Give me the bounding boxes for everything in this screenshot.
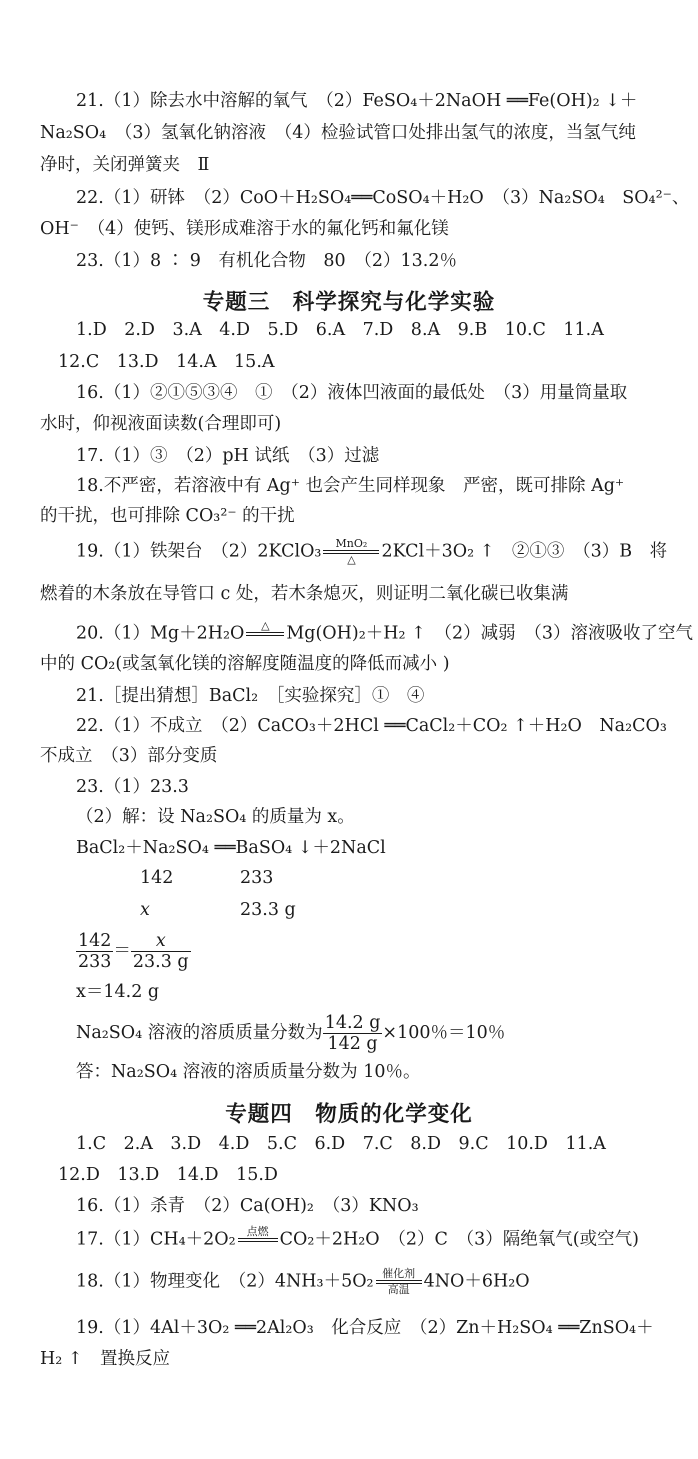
- fraction-mass-fraction: [323, 1014, 383, 1054]
- choice-answers-row-2: 12.D 13.D 14.D 15.D: [58, 1165, 278, 1185]
- answer-21-line-2: Na₂SO₄ （3）氢氧化钠溶液 （4）检验试管口处排出氢气的浓度，当氢气纯: [40, 123, 636, 143]
- high-temperature-label: 高温: [387, 1283, 410, 1296]
- answer-22-line-1: 22.（1）研钵 （2）CoO＋H₂SO₄══CoSO₄＋H₂O （3）Na₂SO₄ SO₄²⁻、: [76, 188, 690, 208]
- answer-22-line-1: 22.（1）不成立 （2）CaCO₃＋2HCl ══CaCl₂＋CO₂ ↑＋H₂O Na₂CO₃: [76, 716, 667, 736]
- answer-18-line-1: 18.不严密，若溶液中有 Ag⁺ 也会产生同样现象 严密，既可排除 Ag⁺: [76, 476, 625, 496]
- answer-19-line-1: [76, 538, 667, 566]
- answer-16-line-2: 水时，仰视液面读数(合理即可): [40, 414, 282, 434]
- solve-x: x＝14.2 g: [76, 982, 160, 1002]
- section-title-4: 专题四 物质的化学变化: [225, 1102, 473, 1127]
- fraction-denominator: 233: [78, 952, 112, 973]
- reaction-condition-arrow: [246, 620, 284, 648]
- reaction-condition-arrow: [323, 538, 379, 566]
- answer-17: 17.（1）③ （2）pH 试纸 （3）过滤: [76, 446, 380, 466]
- answer-16-line-1: 16.（1）②①⑤③④ ① （2）液体凹液面的最低处 （3）用量筒量取: [76, 383, 628, 403]
- answer-21-line-3: 净时，关闭弹簧夹 Ⅱ: [40, 155, 210, 175]
- mass-fraction-label: Na₂SO₄ 溶液的溶质质量分数为: [76, 1023, 323, 1044]
- mass-fraction-calc: [76, 1014, 505, 1054]
- answer-20-line-1: [76, 620, 693, 648]
- answer-17-equation-right: CO₂＋2H₂O （2）C （3）隔绝氧气(或空气): [279, 1229, 639, 1250]
- mass-fraction-result: ×100％＝10％: [382, 1023, 506, 1044]
- answer-18: [76, 1268, 530, 1296]
- final-answer: 答：Na₂SO₄ 溶液的溶质质量分数为 10％。: [76, 1062, 421, 1082]
- answer-19-equation-left: 19.（1）铁架台 （2）2KClO₃: [76, 541, 322, 562]
- answer-17-equation-left: 17.（1）CH₄＋2O₂: [76, 1229, 236, 1250]
- answer-19-equation-right: 2KCl＋3O₂ ↑ ②①③ （3）B 将: [381, 541, 668, 562]
- molar-mass-baso4: 233: [240, 868, 274, 888]
- answer-19-line-2: H₂ ↑ 置换反应: [40, 1349, 171, 1369]
- answer-19-line-1: 19.（1）4Al＋3O₂ ══2Al₂O₃ 化合反应 （2）Zn＋H₂SO₄ ══ZnSO₄＋: [76, 1318, 654, 1338]
- fraction-numerator: 142: [78, 931, 112, 951]
- answer-23: 23.（1）8 ∶ 9 有机化合物 80 （2）13.2％: [76, 251, 457, 271]
- choice-answers-row-1: 1.C 2.A 3.D 4.D 5.C 6.D 7.C 8.D 9.C 10.D 11.A: [76, 1134, 606, 1154]
- fraction-numerator: 14.2 g: [324, 1013, 381, 1033]
- answer-20-equation-left: 20.（1）Mg＋2H₂O: [76, 623, 245, 644]
- answer-23-part-1: 23.（1）23.3: [76, 777, 189, 797]
- answer-20-line-2: 中的 CO₂(或氢氧化镁的溶解度随温度的降低而减小 ): [40, 654, 450, 674]
- answer-23-part-2: （2）解：设 Na₂SO₄ 的质量为 x。: [76, 807, 355, 827]
- fraction-denominator: 23.3 g: [132, 952, 189, 973]
- catalyst-label: 催化剂: [382, 1267, 416, 1280]
- answer-22-line-2: OH⁻ （4）使钙、镁形成难溶于水的氟化钙和氟化镁: [40, 219, 449, 239]
- answer-16: 16.（1）杀青 （2）Ca(OH)₂ （3）KNO₃: [76, 1196, 419, 1216]
- section-title-3: 专题三 科学探究与化学实验: [202, 290, 496, 315]
- answer-22-line-2: 不成立 （3）部分变质: [40, 746, 218, 766]
- heat-label: △: [347, 553, 356, 566]
- fraction-numerator: x: [131, 932, 191, 952]
- proportion-equation: $\frac{142}{233}$ ＝ $\frac{x}{23.3 g}$: [78, 931, 189, 973]
- fraction-molar-ratio: [76, 932, 113, 972]
- molar-mass-bacl2: 142: [140, 868, 174, 888]
- heat-label: △: [261, 619, 270, 632]
- choice-answers-row-1: 1.D 2.D 3.A 4.D 5.D 6.A 7.D 8.A 9.B 10.C 11.A: [76, 320, 604, 340]
- choice-answers-row-2: 12.C 13.D 14.A 15.A: [58, 352, 275, 372]
- reaction-equation: BaCl₂＋Na₂SO₄ ══BaSO₄ ↓＋2NaCl: [76, 838, 386, 858]
- unknown-x: x: [140, 900, 150, 920]
- answer-18-equation-left: 18.（1）物理变化 （2）4NH₃＋5O₂: [76, 1271, 374, 1292]
- fraction-mass-ratio: [131, 932, 191, 972]
- answer-21: 21.［提出猜想］BaCl₂ ［实验探究］① ④: [76, 686, 425, 706]
- fraction-denominator: 142 g: [327, 1034, 378, 1055]
- reaction-condition-arrow: [376, 1268, 422, 1296]
- answer-17: [76, 1226, 639, 1254]
- answer-19-line-2: 燃着的木条放在导管口 c 处，若木条熄灭，则证明二氧化碳已收集满: [40, 584, 569, 604]
- answer-18-equation-right: 4NO＋6H₂O: [423, 1271, 530, 1292]
- answer-18-line-2: 的干扰，也可排除 CO₃²⁻ 的干扰: [40, 506, 295, 526]
- answer-20-equation-right: Mg(OH)₂＋H₂ ↑ （2）减弱 （3）溶液吸收了空气: [286, 623, 694, 644]
- catalyst-label: MnO₂: [335, 537, 368, 550]
- ignite-label: 点燃: [246, 1225, 269, 1238]
- mass-baso4: 23.3 g: [240, 900, 296, 920]
- reaction-condition-arrow: [238, 1226, 278, 1254]
- answer-21-line-1: 21.（1）除去水中溶解的氧气 （2）FeSO₄＋2NaOH ══Fe(OH)₂ ↓＋: [76, 91, 638, 111]
